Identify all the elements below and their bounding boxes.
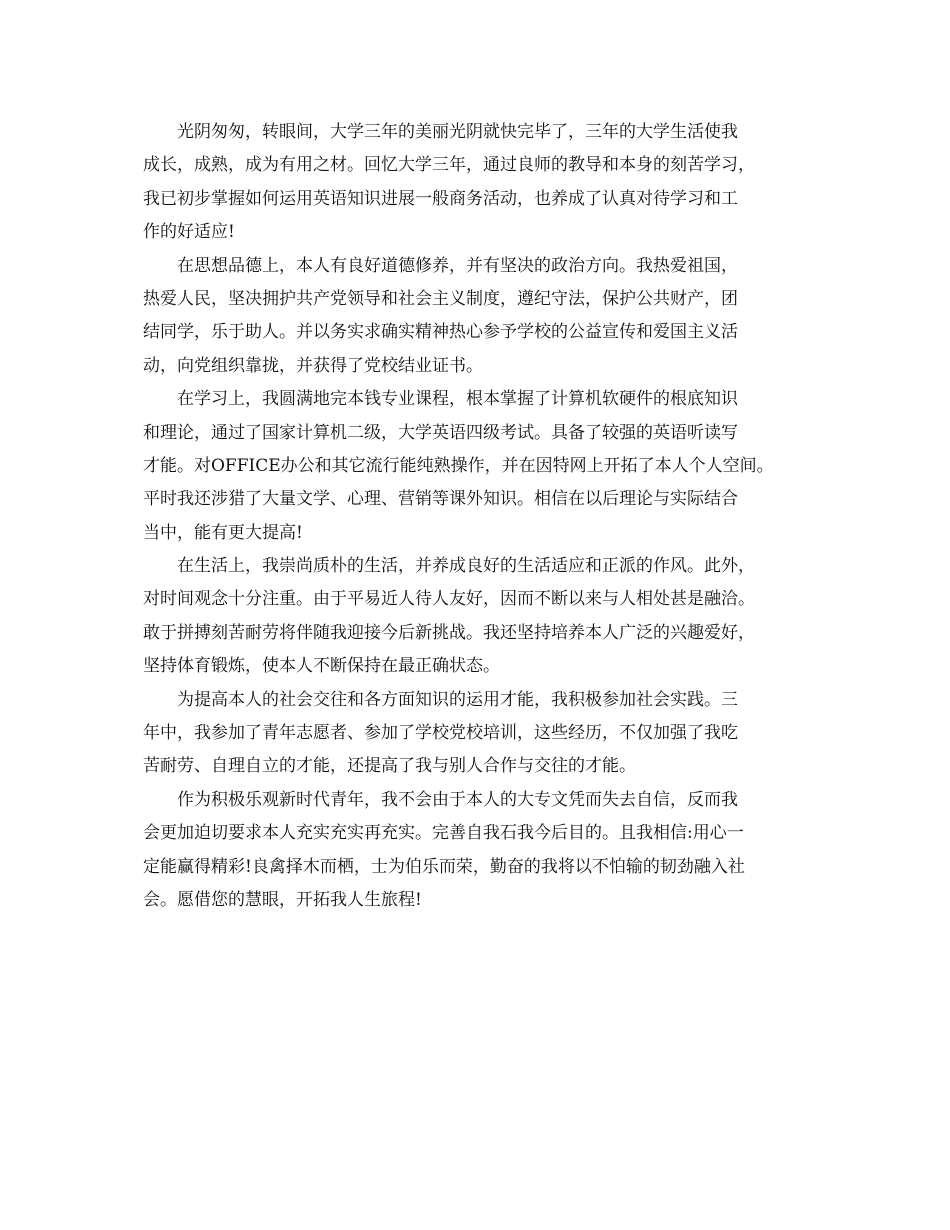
text-line: 对时间观念十分注重。由于平易近人待人友好，因而不断以来与人相处甚是融洽。 bbox=[143, 589, 755, 610]
text-line: 平时我还涉猎了大量文学、心理、营销等课外知识。相信在以后理论与实际结合 bbox=[143, 489, 738, 510]
text-line: 敢于拼搏刻苦耐劳将伴随我迎接今后新挑战。我还坚持培养本人广泛的兴趣爱好， bbox=[143, 622, 755, 643]
text-line: 我已初步掌握如何运用英语知识进展一般商务活动，也养成了认真对待学习和工 bbox=[143, 188, 738, 209]
paragraph-5 bbox=[143, 684, 811, 784]
text-line: 在学习上，我圆满地完本钱专业课程，根本掌握了计算机软硬件的根底知识 bbox=[177, 389, 738, 410]
paragraph-4 bbox=[143, 550, 811, 684]
text-line: 会更加迫切要求本人充实充实再充实。完善自我石我今后目的。且我相信:用心一 bbox=[143, 823, 744, 844]
text-line: 坚持体育锻炼，使本人不断保持在最正确状态。 bbox=[143, 656, 500, 677]
text-line: 在生活上，我崇尚质朴的生活，并养成良好的生活适应和正派的作风。此外， bbox=[177, 556, 755, 577]
paragraph-6 bbox=[143, 784, 811, 918]
paragraph-3 bbox=[143, 383, 811, 550]
text-line: 才能。对OFFICE办公和其它流行能纯熟操作，并在因特网上开拓了本人个人空间。 bbox=[143, 455, 774, 476]
text-line: 年中，我参加了青年志愿者、参加了学校党校培训，这些经历，不仅加强了我吃 bbox=[143, 723, 738, 744]
text-line: 热爱人民，坚决拥护共产党领导和社会主义制度，遵纪守法，保护公共财产，团 bbox=[143, 288, 738, 309]
text-line: 光阴匆匆，转眼间，大学三年的美丽光阴就快完毕了，三年的大学生活使我 bbox=[177, 122, 738, 142]
text-line: 在思想品德上，本人有良好道德修养，并有坚决的政治方向。我热爱祖国， bbox=[177, 255, 738, 276]
text-line: 会。愿借您的慧眼，开拓我人生旅程! bbox=[143, 889, 422, 910]
text-line: 苦耐劳、自理自立的才能，还提高了我与别人合作与交往的才能。 bbox=[143, 756, 636, 777]
document-body bbox=[143, 116, 811, 917]
text-line: 结同学，乐于助人。并以务实求确实精神热心参予学校的公益宣传和爱国主义活 bbox=[143, 322, 738, 343]
text-line: 作的好适应! bbox=[143, 222, 235, 243]
text-line: 作为积极乐观新时代青年，我不会由于本人的大专文凭而失去自信，反而我 bbox=[177, 789, 738, 810]
paragraph-2 bbox=[143, 250, 811, 384]
text-line: 成长，成熟，成为有用之材。回忆大学三年，通过良师的教导和本身的刻苦学习， bbox=[143, 155, 755, 176]
text-line: 和理论，通过了国家计算机二级，大学英语四级考试。具备了较强的英语听读写 bbox=[143, 422, 738, 443]
text-line: 当中，能有更大提高! bbox=[143, 522, 303, 543]
paragraph-1 bbox=[143, 116, 811, 250]
text-line: 动，向党组织靠拢，并获得了党校结业证书。 bbox=[143, 355, 483, 376]
text-line: 定能赢得精彩!良禽择木而栖，士为伯乐而荣，勤奋的我将以不怕输的韧劲融入社 bbox=[143, 856, 745, 877]
text-line: 为提高本人的社会交往和各方面知识的运用才能，我积极参加社会实践。三 bbox=[177, 689, 738, 710]
